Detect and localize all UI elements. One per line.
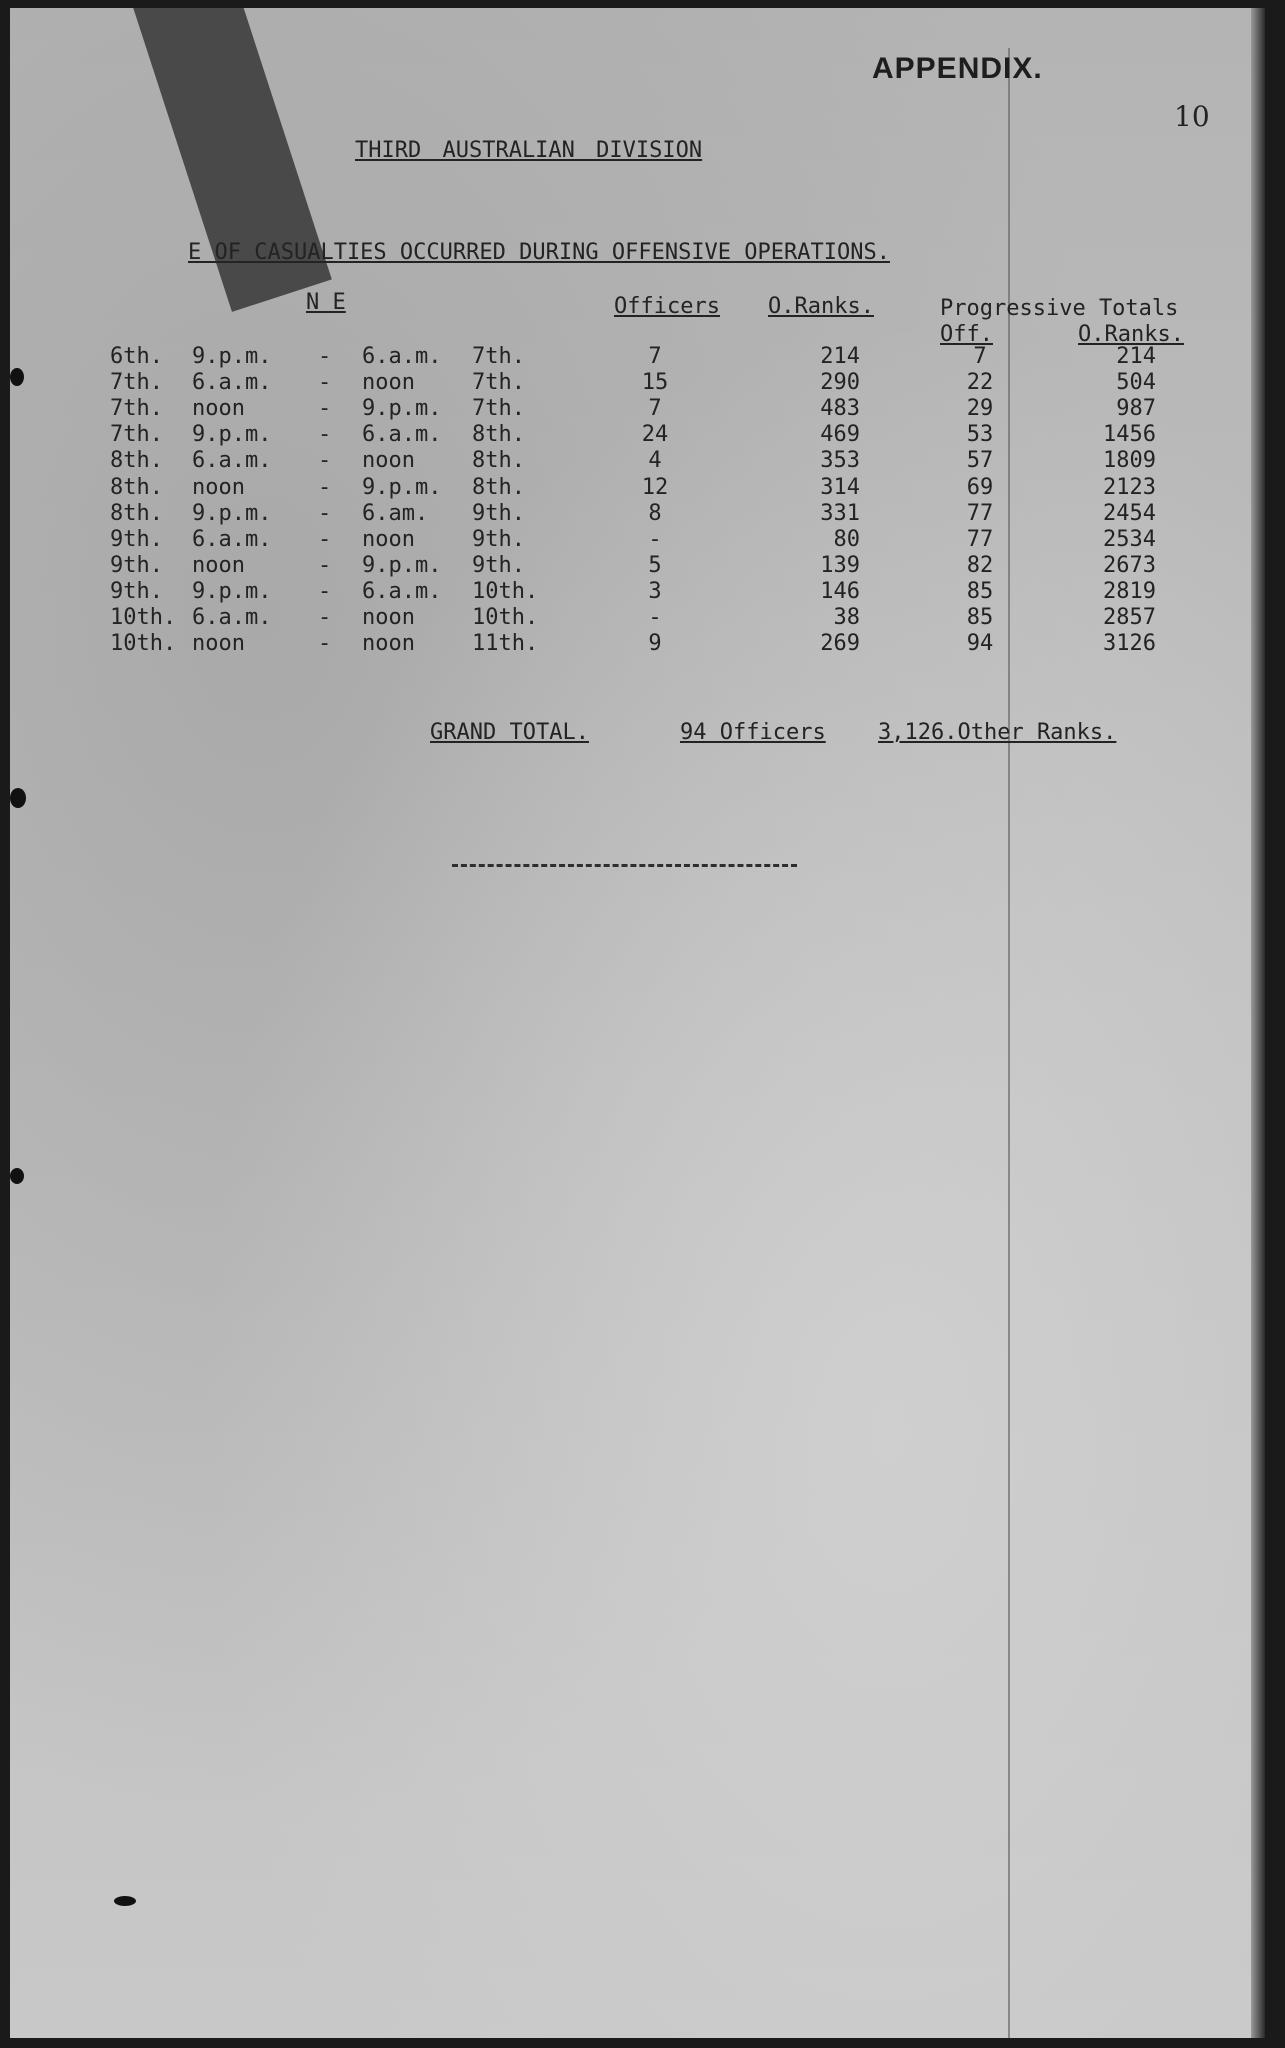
range-dash: - [318,552,332,578]
progressive-other-ranks: 504 [1116,370,1156,396]
table-row [10,605,1265,631]
punch-mark [10,368,24,386]
progressive-other-ranks: 2819 [1103,578,1156,604]
start-day: 7th. [110,370,163,396]
other-ranks-count: 139 [820,552,860,578]
other-ranks-count: 269 [820,631,860,657]
other-ranks-count: 331 [820,500,860,526]
progressive-officers: 53 [966,422,994,448]
start-day: 7th. [110,396,163,422]
progressive-officers: 7 [973,344,987,369]
other-ranks-count: 146 [820,578,860,604]
table-row [10,396,1265,422]
progressive-officers: 94 [966,631,994,657]
officers-count: 3 [648,578,662,604]
range-dash: - [318,631,332,657]
start-time: 9.p.m. [192,344,272,369]
end-day: 9th. [472,552,525,578]
column-header-officers: Officers [614,294,720,319]
other-ranks-count: 469 [820,422,860,448]
column-header-time: N E [306,290,346,315]
end-time: 9.p.m. [362,552,442,578]
start-day: 8th. [110,500,163,526]
progressive-officers: 57 [966,448,994,474]
range-dash: - [318,370,332,396]
table-row [10,344,1265,370]
end-time: 9.p.m. [362,396,442,422]
officers-count: 24 [641,422,669,448]
end-day: 7th. [472,396,525,422]
column-header-prog-officers: Off. [940,322,993,347]
range-dash: - [318,422,332,448]
progressive-other-ranks: 3126 [1103,631,1156,657]
table-row [10,501,1265,527]
table-row [10,475,1265,501]
page-number: 10 [1174,100,1210,133]
table-row [10,448,1265,474]
table-row [10,553,1265,579]
progressive-other-ranks: 214 [1116,344,1156,369]
appendix-label: APPENDIX. [872,52,1043,85]
start-time: noon [192,552,245,578]
end-day: 8th. [472,448,525,474]
progressive-other-ranks: 2454 [1103,500,1156,526]
other-ranks-count: 353 [820,448,860,474]
progressive-officers: 82 [966,552,994,578]
end-time: noon [362,370,415,396]
end-time: 9.p.m. [362,474,442,500]
start-day: 9th. [110,552,163,578]
punch-mark [10,1168,24,1184]
officers-count: 5 [648,552,662,578]
progressive-officers: 85 [966,578,994,604]
end-day: 8th. [472,474,525,500]
punch-mark [10,788,26,808]
officers-count: 15 [641,370,669,396]
progressive-other-ranks: 1809 [1103,448,1156,474]
progressive-other-ranks: 2534 [1103,526,1156,552]
other-ranks-count: 80 [833,526,860,552]
progressive-officers: 85 [966,605,994,630]
end-day: 10th. [472,578,539,604]
end-day: 10th. [472,605,539,630]
punch-mark [114,1896,136,1906]
other-ranks-count: 214 [820,344,860,369]
table-row [10,422,1265,448]
column-header-progressive: Progressive Totals [940,296,1179,321]
range-dash: - [318,396,332,422]
officers-count: - [648,605,662,630]
range-dash: - [318,500,332,526]
start-day: 10th. [110,631,177,657]
other-ranks-count: 314 [820,474,860,500]
progressive-other-ranks: 2123 [1103,474,1156,500]
column-header-other-ranks: O.Ranks. [768,294,874,319]
end-day: 7th. [472,370,525,396]
end-day: 11th. [472,631,539,657]
officers-count: 7 [648,344,662,369]
table-row [10,370,1265,396]
division-title: THIRD AUSTRALIAN DIVISION [355,138,703,163]
end-time: 6.a.m. [362,344,442,369]
end-time: noon [362,605,415,630]
end-day: 7th. [472,344,525,369]
grand-total-label: GRAND TOTAL. [430,720,589,745]
grand-total-other-ranks: 3,126.Other Ranks. [878,720,1117,745]
progressive-officers: 77 [966,526,994,552]
start-time: noon [192,474,245,500]
start-time: 9.p.m. [192,500,272,526]
progressive-officers: 77 [966,500,994,526]
progressive-other-ranks: 1456 [1103,422,1156,448]
table-row [10,527,1265,553]
start-day: 10th. [110,605,177,630]
progressive-other-ranks: 2857 [1103,605,1156,630]
tape-shadow [130,8,332,312]
officers-count: 7 [648,396,662,422]
end-time: noon [362,631,415,657]
table-row [10,579,1265,605]
end-day: 9th. [472,526,525,552]
range-dash: - [318,526,332,552]
end-time: 6.a.m. [362,422,442,448]
page-edge [1251,8,1265,2038]
end-time: 6.am. [362,500,429,526]
end-day: 8th. [472,422,525,448]
progressive-other-ranks: 987 [1116,396,1156,422]
progressive-officers: 22 [966,370,994,396]
start-day: 9th. [110,578,163,604]
start-time: 9.p.m. [192,422,272,448]
table-row [10,631,1265,657]
start-time: noon [192,631,245,657]
start-day: 9th. [110,526,163,552]
progressive-other-ranks: 2673 [1103,552,1156,578]
start-time: 6.a.m. [192,448,272,474]
start-day: 8th. [110,474,163,500]
column-header-prog-other-ranks: O.Ranks. [1078,322,1184,347]
other-ranks-count: 38 [833,605,860,630]
grand-total-officers: 94 Officers [680,720,826,745]
start-time: 6.a.m. [192,526,272,552]
start-day: 6th. [110,344,163,369]
end-day: 9th. [472,500,525,526]
officers-count: - [648,526,662,552]
progressive-officers: 69 [966,474,994,500]
other-ranks-count: 483 [820,396,860,422]
officers-count: 4 [648,448,662,474]
end-time: 6.a.m. [362,578,442,604]
officers-count: 8 [648,500,662,526]
start-day: 7th. [110,422,163,448]
start-time: 6.a.m. [192,370,272,396]
range-dash: - [318,448,332,474]
officers-count: 9 [648,631,662,657]
end-time: noon [362,526,415,552]
range-dash: - [318,605,332,630]
range-dash: - [318,474,332,500]
end-time: noon [362,448,415,474]
start-time: 6.a.m. [192,605,272,630]
start-time: 9.p.m. [192,578,272,604]
officers-count: 12 [641,474,669,500]
progressive-officers: 29 [966,396,994,422]
range-dash: - [318,344,332,369]
document-page [10,8,1265,2038]
start-time: noon [192,396,245,422]
dashed-rule [452,864,797,867]
start-day: 8th. [110,448,163,474]
other-ranks-count: 290 [820,370,860,396]
range-dash: - [318,578,332,604]
document-heading: E OF CASUALTIES OCCURRED DURING OFFENSIVE OPERATIONS. [188,240,890,265]
